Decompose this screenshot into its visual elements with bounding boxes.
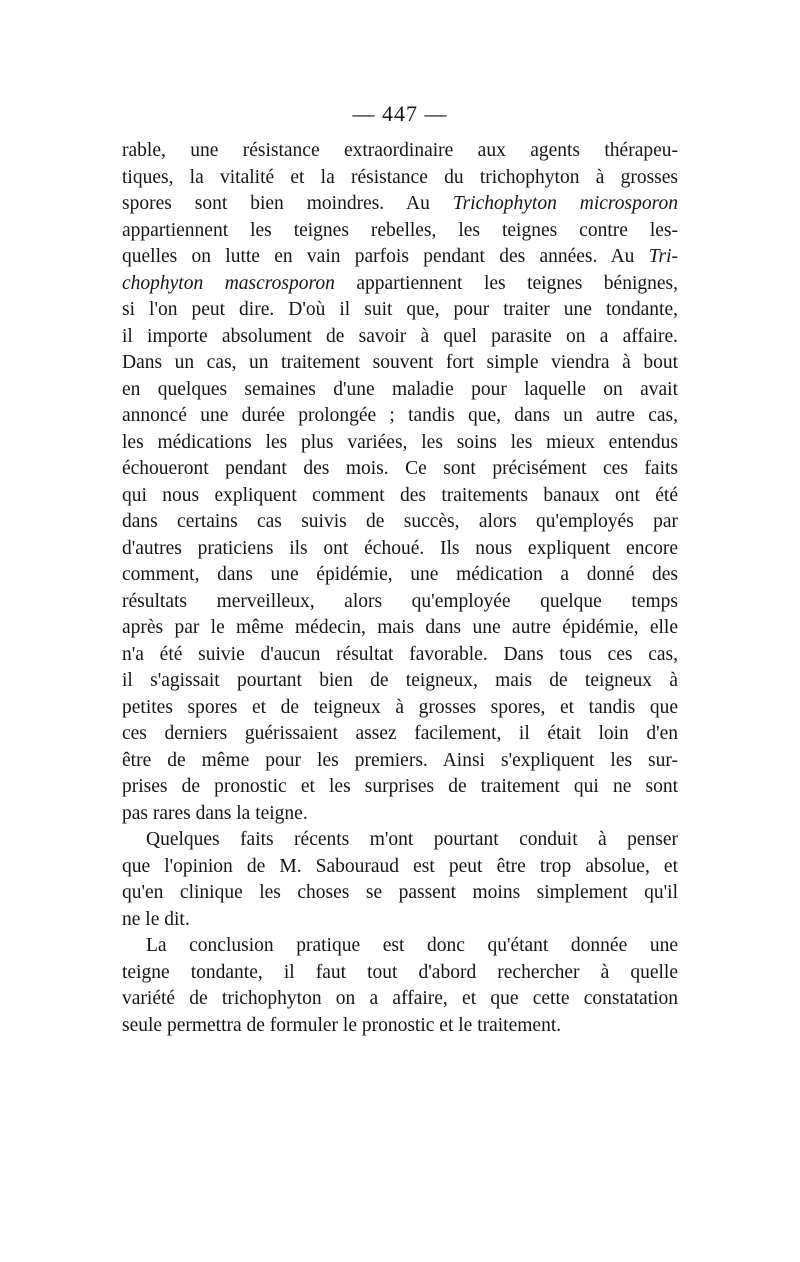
text-line <box>122 721 678 748</box>
italic-term: Tri- <box>648 246 678 267</box>
text-line <box>122 1013 678 1040</box>
text-line <box>122 642 678 669</box>
text-segment: Dans un cas, un traitement souvent fort simple viendra à bout <box>122 352 678 373</box>
text-segment: si l'on peut dire. D'où il suit que, pour traiter une tondante, <box>122 299 678 320</box>
italic-term: Trichophyton microsporon <box>452 193 678 214</box>
text-segment: appartiennent les teignes bénignes, <box>334 272 678 294</box>
text-line <box>122 244 678 271</box>
text-line <box>122 748 678 775</box>
text-segment: seule permettra de formuler le pronostic et le traitement. <box>122 1014 562 1036</box>
text-segment: comment, dans une épidémie, une médication a donné des <box>122 564 678 585</box>
text-segment: échoueront pendant des mois. Ce sont précisément ces faits <box>122 458 678 479</box>
text-line <box>122 536 678 563</box>
text-segment: spores sont bien moindres. Au <box>122 193 453 214</box>
page-number: — 447 — <box>352 101 448 126</box>
text-segment: il s'agissait pourtant bien de teigneux, mais de teigneux à <box>122 670 678 691</box>
text-line <box>122 165 678 192</box>
text-segment: d'autres praticiens ils ont échoué. Ils nous expliquent encore <box>122 537 678 559</box>
text-segment: dans certains cas suivis de succès, alors qu'employés par <box>122 511 678 532</box>
text-line <box>122 615 678 642</box>
paragraph <box>122 827 678 933</box>
text-line <box>122 138 678 165</box>
text-line <box>122 774 678 801</box>
text-line <box>122 509 678 536</box>
text-line <box>122 907 678 934</box>
text-line <box>122 350 678 377</box>
text-line <box>122 271 678 298</box>
text-line <box>122 191 678 218</box>
text-segment: qui nous expliquent comment des traitements banaux ont été <box>122 484 678 506</box>
text-segment: qu'en clinique les choses se passent moins simplement qu'il <box>122 882 678 903</box>
text-segment: que l'opinion de M. Sabouraud est peut être trop absolue, et <box>122 855 678 877</box>
italic-term: chophyton mascrosporon <box>122 272 335 294</box>
text-line <box>122 324 678 351</box>
body-text <box>122 138 678 1039</box>
text-line <box>122 695 678 722</box>
text-segment: résultats merveilleux, alors qu'employée quelque temps <box>122 590 678 612</box>
text-line <box>122 854 678 881</box>
text-line <box>122 880 678 907</box>
text-line <box>122 589 678 616</box>
text-segment: Quelques faits récents m'ont pourtant conduit à penser <box>146 829 678 850</box>
text-segment: ces derniers guérissaient assez facilement, il était loin d'en <box>122 723 678 744</box>
paragraph <box>122 933 678 1039</box>
paragraph <box>122 138 678 827</box>
text-line <box>122 483 678 510</box>
text-segment: appartiennent les teignes rebelles, les teignes contre les- <box>122 219 678 241</box>
text-segment: en quelques semaines d'une maladie pour laquelle on avait <box>122 378 678 400</box>
text-segment: prises de pronostic et les surprises de traitement qui ne sont <box>122 776 678 797</box>
text-line <box>122 456 678 483</box>
text-segment: quelles on lutte en vain parfois pendant des années. Au <box>122 246 649 267</box>
text-line <box>122 297 678 324</box>
text-line <box>122 960 678 987</box>
text-segment: ne le dit. <box>122 908 190 930</box>
text-line <box>122 986 678 1013</box>
text-segment: rable, une résistance extraordinaire aux agents thérapeu- <box>122 140 678 161</box>
text-line <box>122 218 678 245</box>
text-segment: variété de trichophyton on a affaire, et que cette constatation <box>122 988 678 1009</box>
text-segment: il importe absolument de savoir à quel parasite on a affaire. <box>122 325 678 347</box>
text-segment: petites spores et de teigneux à grosses spores, et tandis que <box>122 696 678 718</box>
text-segment: après par le même médecin, mais dans une autre épidémie, elle <box>122 617 678 638</box>
text-segment: La conclusion pratique est donc qu'étant donnée une <box>146 935 678 956</box>
text-segment: tiques, la vitalité et la résistance du trichophyton à grosses <box>122 166 678 188</box>
text-line <box>122 403 678 430</box>
text-line <box>122 933 678 960</box>
text-segment: les médications les plus variées, les soins les mieux entendus <box>122 431 678 453</box>
text-segment: teigne tondante, il faut tout d'abord rechercher à quelle <box>122 961 678 983</box>
text-line <box>122 430 678 457</box>
text-line <box>122 377 678 404</box>
text-line <box>122 801 678 828</box>
text-line <box>122 827 678 854</box>
text-segment: n'a été suivie d'aucun résultat favorable. Dans tous ces cas, <box>122 643 678 665</box>
text-line <box>122 562 678 589</box>
text-segment: pas rares dans la teigne. <box>122 802 308 824</box>
text-line <box>122 668 678 695</box>
text-segment: être de même pour les premiers. Ainsi s'expliquent les sur- <box>122 749 678 771</box>
text-segment: annoncé une durée prolongée ; tandis que, dans un autre cas, <box>122 405 678 426</box>
